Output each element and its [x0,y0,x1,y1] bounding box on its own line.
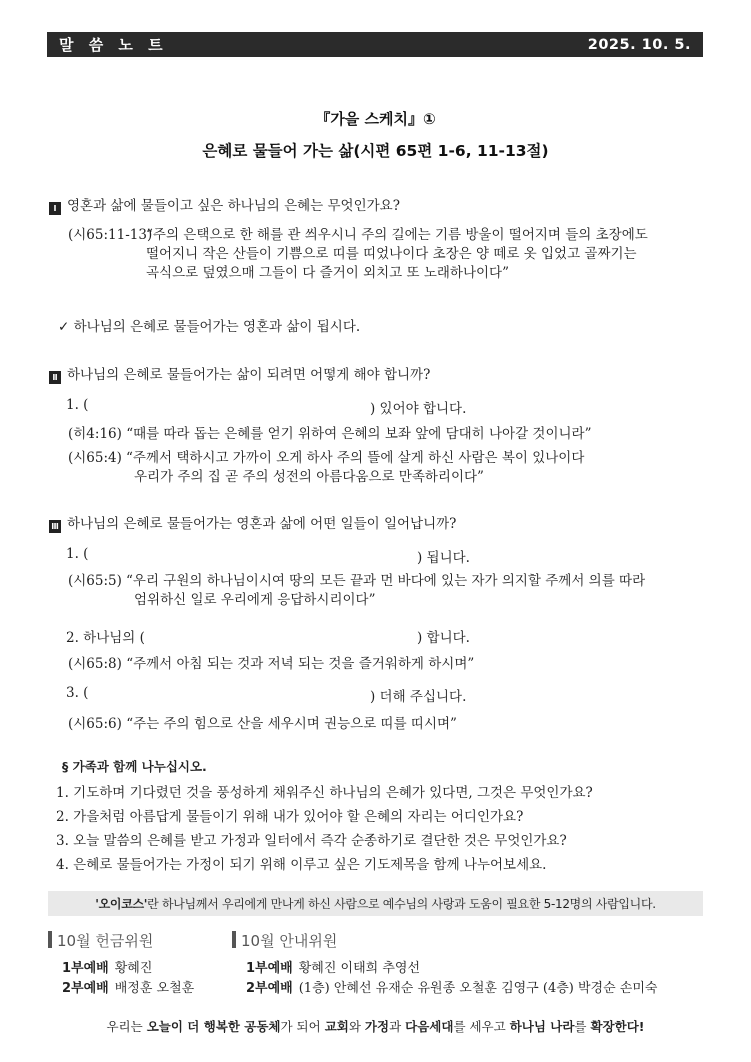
note-title: 말 씀 노 트 [59,36,168,54]
section1-conclusion [58,315,360,335]
section2-verse2 [68,449,708,487]
verse-line: “주의 은택으로 한 해를 관 씌우시니 주의 길에는 기름 방울이 떨어지며 들의 초장에도 [146,227,648,243]
member-names: 황혜진 이태희 추영선 [298,961,421,976]
verse-line: “우리 구원의 하나님이시여 땅의 모든 끝과 먼 바다에 있는 자가 의지할 주께서 의를 따라 [126,573,646,589]
header-bar [47,32,703,57]
sermon-title: 은혜로 물들어 가는 삶(시편 65편 1-6, 11-13절) [202,142,549,160]
section3-heading [49,512,456,533]
section3-item1-verse [68,572,728,610]
family-question: 2. 가을처럼 아름답게 물들이기 위해 내가 있어야 할 은혜의 자리는 어디인가요? [56,809,524,825]
section2-verse1 [68,422,591,442]
section1-marker: Ⅰ [49,202,61,215]
verse-ref: (시65:4) [68,450,122,466]
motto-part: 와 [348,1019,365,1034]
verse-line: 엄위하신 일로 우리에게 응답하시리이다” [134,592,376,608]
section2-blank1-prefix: 1. ( [66,397,89,413]
note-date: 2025. 10. 5. [587,36,691,53]
guide-row-2 [246,977,657,996]
offering-row-1 [62,957,152,976]
verse-ref: (시65:8) [68,656,122,672]
sermon-series: 『가을 스케치』① [315,110,436,128]
motto-part: 오늘이 더 행복한 공동체 [146,1019,281,1034]
section2-blank1-suffix: ) 있어야 합니다. [370,401,467,417]
section1-heading [49,194,400,215]
section3-item3-prefix: 3. ( [66,685,89,701]
section3-item1-prefix: 1. ( [66,546,89,562]
verse-text: “때를 따라 돕는 은혜를 얻기 위하여 은혜의 보좌 앞에 담대히 나아갈 것이니라” [126,426,592,442]
motto-part: 다음세대 [405,1019,454,1034]
oikos-keyword: '오이코스' [95,897,148,911]
heading-bar [48,931,52,948]
service-label: 2부예배 [62,981,109,996]
verse-ref: (시65:6) [68,716,122,732]
verse-line: “주께서 택하시고 가까이 오게 하사 주의 뜰에 살게 하신 사람은 복이 있나이다 [126,450,585,466]
section1-question: 영혼과 삶에 물들이고 싶은 하나님의 은혜는 무엇인가요? [67,198,400,214]
section2-heading [49,363,430,384]
heading-bar [232,931,236,948]
section2-marker: Ⅱ [49,371,61,384]
verse-line: 곡식으로 덮였으매 그들이 다 즐거이 외치고 또 노래하나이다” [146,265,509,281]
family-question: 1. 기도하며 기다렸던 것을 풍성하게 채워주신 하나님의 은혜가 있다면, 그것은 무엇인가요? [56,785,593,801]
offering-committee-heading [48,930,153,951]
motto-part: 가 되어 [280,1019,325,1034]
member-names: 황혜진 [114,961,153,976]
guide-committee-heading [232,930,337,951]
section3-item2-prefix: 2. 하나님의 ( [66,630,145,646]
verse-line: 떨어지니 작은 산들이 기쁨으로 띠를 띠었나이다 초장은 양 떼로 옷 입었고 골짜기는 [146,246,637,262]
service-label: 2부예배 [246,981,293,996]
family-question: 3. 오늘 말씀의 은혜를 받고 가정과 일터에서 즉각 순종하기로 결단한 것은 무엇인가요? [56,833,567,849]
section2-question: 하나님의 은혜로 물들어가는 삶이 되려면 어떻게 해야 합니까? [67,367,431,383]
motto-part: 가정 [364,1019,390,1034]
guide-committee-title: 10월 안내위원 [241,932,338,950]
oikos-text: 란 하나님께서 우리에게 만나게 하신 사람으로 예수님의 사랑과 도움이 필요한 5-12명의 사람입니다. [147,897,656,911]
conclusion-text: 하나님의 은혜로 물들어가는 영혼과 삶이 됩시다. [73,319,361,335]
church-motto [0,1017,751,1035]
section3-item3-suffix: ) 더해 주십니다. [370,689,467,705]
oikos-notice [48,891,703,916]
motto-part: 과 [389,1019,406,1034]
family-title: § 가족과 함께 나누십시오. [62,759,207,774]
motto-part: 를 세우고 [453,1019,510,1034]
section3-item2-verse [68,652,474,672]
motto-part: 를 [574,1019,591,1034]
service-label: 1부예배 [246,961,293,976]
section3-question: 하나님의 은혜로 물들어가는 영혼과 삶에 어떤 일들이 일어납니까? [67,516,457,532]
section1-verse [68,226,708,283]
member-names: 배정훈 오철훈 [114,981,195,996]
verse-text: “주께서 아침 되는 것과 저녁 되는 것을 즐거워하게 하시며” [126,656,475,672]
section3-marker: Ⅲ [49,520,61,533]
verse-line: 우리가 주의 집 곧 주의 성전의 아름다움으로 만족하리이다” [134,469,484,485]
section3-item2-suffix: ) 합니다. [417,630,470,646]
family-question: 4. 은혜로 물들어가는 가정이 되기 위해 이루고 싶은 기도제목을 함께 나누어보세요. [56,857,547,873]
offering-row-2 [62,977,194,996]
motto-part: 우리는 [106,1019,147,1034]
section1-verse-ref: (시65:11-13) [68,227,153,243]
verse-text: “주는 주의 힘으로 산을 세우시며 권능으로 띠를 띠시며” [126,716,457,732]
motto-part: 하나님 나라 [509,1019,575,1034]
verse-ref: (시65:5) [68,573,122,589]
motto-part: 교회 [324,1019,349,1034]
guide-row-1 [246,957,420,976]
verse-ref: (히4:16) [68,426,122,442]
check-icon: ✓ [58,319,70,335]
section3-item1-suffix: ) 됩니다. [417,550,470,566]
section3-item3-verse [68,712,457,732]
offering-committee-title: 10월 헌금위원 [57,932,154,950]
member-names: (1층) 안혜선 유재순 유원종 오철훈 김영구 (4층) 박경순 손미숙 [298,981,658,996]
motto-part: 확장한다! [590,1019,645,1034]
service-label: 1부예배 [62,961,109,976]
